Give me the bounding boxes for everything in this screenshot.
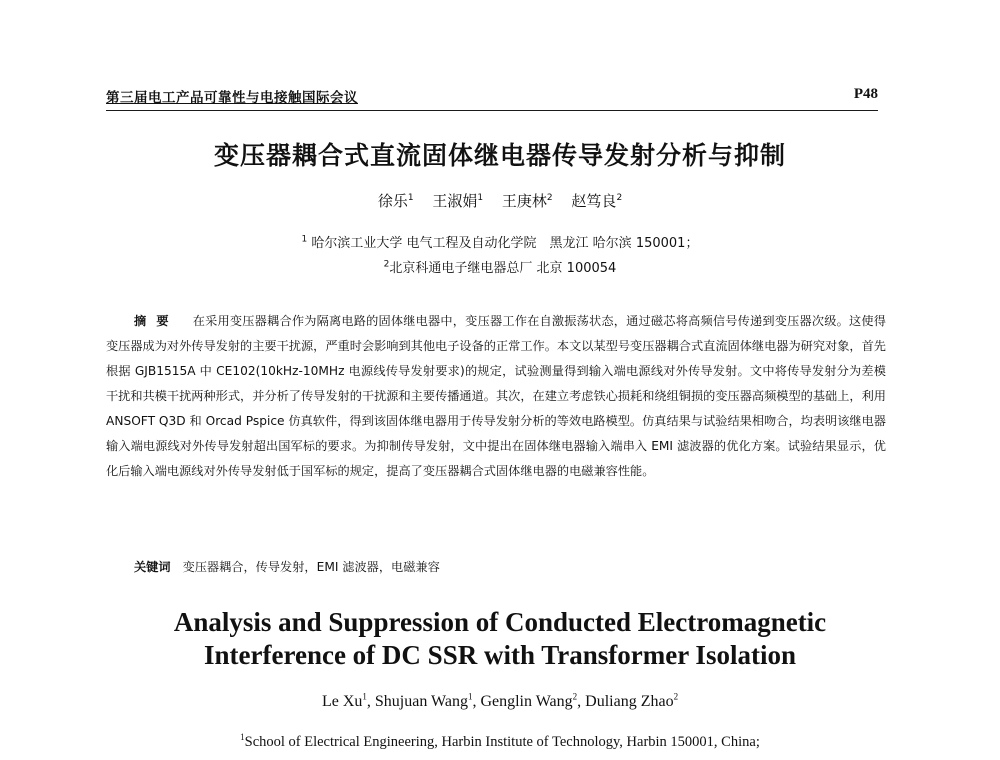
keywords-label: 关键词 [134,560,171,574]
abstract-label: 摘要 [134,314,179,328]
conference-name: 第三届电工产品可靠性与电接触国际会议 [106,90,358,106]
paper-title-cn: 变压器耦合式直流固体继电器传导发射分析与抑制 [213,141,786,170]
affiliation-cn: $^1$ 哈尔滨工业大学 电气工程及自动化学院 黑龙江 哈尔滨 150001； [301,234,699,251]
author-cn: 王淑娟$^1$ [432,192,484,210]
author-en: Duliang Zhao$^2$ [585,691,679,710]
author-cn: 赵笃良$^2$ [571,192,623,210]
author-en: Shujuan Wang$^1$ [374,691,473,710]
abstract-text: 在采用变压器耦合作为隔离电路的固体继电器中，变压器工作在自激振荡状态，通过磁芯将高频信号传递到变压器次级。这使得变压器成为对外传导发射的主要干扰源，严重时会影响到其他电子设备的正常工作。本文以某型号变压器耦合式直流固体继电器为研究对象，首先根据 GJB1515A 中 CE102(10kHz-10MHz 电源线传导发射要求)的规定，试验测量得到输入端电源线对外传导发射。文中将传导发射分为差模干扰和共模干扰两种形式，并分析了传导发射的干扰源和主要传播通道。其次，在建立考虑铁心损耗和绕组铜损的变压器高频模型的基础上，利用 ANSOFT Q3D 和 Orcad Pspice 仿真软件，得到该固体继电器用于传导发射分析的等效电路模型。仿真结果与试验结果相吻合，均表明该继电器输入端电源线对外传导发射超出国军标的要求。为抑制传导发射，文中提出在固体继电器输入端串入 EMI 滤波器的优化方案。试验结果显示，优化后输入端电源线对外传导发射低于国军标的规定，提高了变压器耦合式固体继电器的电磁兼容性能。 [106,314,886,478]
keywords-text: 变压器耦合，传导发射，EMI 滤波器，电磁兼容 [182,560,440,574]
abstract-cn [106,309,886,484]
author-en: Le Xu$^1$ [321,691,367,710]
running-header [106,86,878,111]
keywords-cn [134,558,884,575]
affiliation-cn: $^2$北京科通电子继电器总厂 北京 100054 [383,259,617,276]
page-number: P48 [853,86,878,102]
author-list-cn [0,190,1000,211]
author-list-en: Le Xu$^1$, Shujuan Wang$^1$, Genglin Wang$^2$, Duliang Zhao$^2$ [321,691,679,710]
author-cn: 王庚林$^2$ [501,192,553,210]
author-en: Genglin Wang$^2$ [480,691,578,710]
author-cn: 徐乐$^1$ [377,192,414,210]
paper-title-en: Analysis and Suppression of Conducted Electromagnetic Interference of DC SSR with Transformer Isolation [173,607,827,670]
affiliation-en: $^1$School of Electrical Engineering, Harbin Institute of Technology, Harbin 150001, China; [240,732,760,750]
